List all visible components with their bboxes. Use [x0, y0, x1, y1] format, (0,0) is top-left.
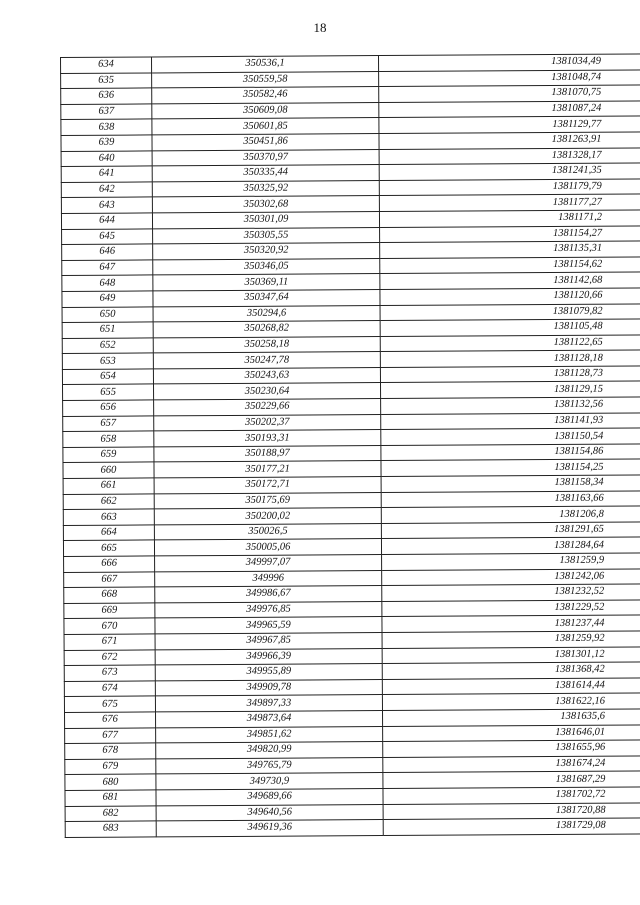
point-number-cell: 670 [64, 618, 155, 634]
x-coordinate-cell: 350346,05 [153, 258, 380, 275]
point-number-cell: 673 [64, 665, 155, 681]
y-coordinate-cell: 1381328,17 [379, 147, 640, 164]
point-number-cell: 668 [64, 587, 155, 603]
x-coordinate-cell: 350258,18 [153, 336, 380, 353]
y-coordinate-cell: 1381158,34 [381, 475, 640, 492]
point-number-cell: 646 [62, 244, 153, 260]
y-coordinate-cell: 1381229,52 [382, 599, 640, 616]
y-coordinate-cell: 1381132,56 [381, 397, 640, 414]
point-number-cell: 640 [61, 151, 152, 167]
x-coordinate-cell: 350370,97 [152, 149, 379, 166]
x-coordinate-cell: 350188,97 [154, 445, 381, 462]
y-coordinate-cell: 1381291,65 [381, 521, 640, 538]
x-coordinate-cell: 350247,78 [153, 352, 380, 369]
x-coordinate-cell: 349873,64 [156, 710, 383, 727]
y-coordinate-cell: 1381674,24 [383, 755, 640, 772]
y-coordinate-cell: 1381179,79 [379, 178, 640, 195]
coordinates-table-body [61, 54, 640, 838]
y-coordinate-cell: 1381154,27 [380, 225, 640, 242]
x-coordinate-cell: 349640,56 [156, 804, 383, 821]
point-number-cell: 638 [61, 119, 152, 135]
x-coordinate-cell: 349966,39 [155, 648, 382, 665]
x-coordinate-cell: 349967,85 [155, 633, 382, 650]
x-coordinate-cell: 350294,6 [153, 305, 380, 322]
x-coordinate-cell: 349955,89 [155, 664, 382, 681]
page-number: 18 [313, 20, 327, 35]
point-number-cell: 659 [63, 447, 154, 463]
point-number-cell: 671 [64, 634, 155, 650]
y-coordinate-cell: 1381284,64 [381, 537, 640, 554]
point-number-cell: 682 [65, 805, 156, 821]
y-coordinate-cell: 1381232,52 [382, 584, 640, 601]
y-coordinate-cell: 1381150,54 [381, 428, 640, 445]
y-coordinate-cell: 1381129,15 [380, 381, 640, 398]
point-number-cell: 635 [61, 73, 152, 89]
y-coordinate-cell: 1381259,9 [382, 553, 640, 570]
x-coordinate-cell: 349976,85 [155, 601, 382, 618]
y-coordinate-cell: 1381128,73 [380, 366, 640, 383]
x-coordinate-cell: 350268,82 [153, 321, 380, 338]
point-number-cell: 643 [61, 197, 152, 213]
y-coordinate-cell: 1381163,66 [381, 490, 640, 507]
point-number-cell: 666 [64, 556, 155, 572]
point-number-cell: 681 [65, 790, 156, 806]
point-number-cell: 663 [63, 509, 154, 525]
point-number-cell: 654 [62, 369, 153, 385]
point-number-cell: 669 [64, 603, 155, 619]
x-coordinate-cell: 350200,02 [154, 508, 381, 525]
y-coordinate-cell: 1381622,16 [382, 693, 640, 710]
point-number-cell: 647 [62, 260, 153, 276]
point-number-cell: 679 [65, 759, 156, 775]
x-coordinate-cell: 349730,9 [156, 773, 383, 790]
x-coordinate-cell: 350243,63 [153, 367, 380, 384]
x-coordinate-cell: 350172,71 [154, 477, 381, 494]
y-coordinate-cell: 1381242,06 [382, 568, 640, 585]
point-number-cell: 649 [62, 291, 153, 307]
point-number-cell: 650 [62, 306, 153, 322]
x-coordinate-cell: 349909,78 [155, 679, 382, 696]
y-coordinate-cell: 1381687,29 [383, 771, 640, 788]
point-number-cell: 661 [63, 478, 154, 494]
y-coordinate-cell: 1381120,66 [380, 288, 640, 305]
x-coordinate-cell: 350369,11 [153, 274, 380, 291]
point-number-cell: 636 [61, 88, 152, 104]
x-coordinate-cell: 350177,21 [154, 461, 381, 478]
y-coordinate-cell: 1381154,62 [380, 256, 640, 273]
x-coordinate-cell: 350026,5 [154, 523, 381, 540]
x-coordinate-cell: 350193,31 [154, 430, 381, 447]
point-number-cell: 634 [61, 57, 152, 73]
x-coordinate-cell: 349619,36 [156, 820, 383, 837]
y-coordinate-cell: 1381034,49 [378, 54, 640, 71]
point-number-cell: 642 [61, 182, 152, 198]
point-number-cell: 676 [65, 712, 156, 728]
y-coordinate-cell: 1381154,86 [381, 444, 640, 461]
y-coordinate-cell: 1381128,18 [380, 350, 640, 367]
point-number-cell: 639 [61, 135, 152, 151]
x-coordinate-cell: 350335,44 [152, 165, 379, 182]
y-coordinate-cell: 1381655,96 [383, 740, 640, 757]
point-number-cell: 683 [65, 821, 156, 837]
y-coordinate-cell: 1381141,93 [381, 412, 640, 429]
x-coordinate-cell: 350609,08 [152, 102, 379, 119]
y-coordinate-cell: 1381301,12 [382, 646, 640, 663]
x-coordinate-cell: 350005,06 [154, 539, 381, 556]
point-number-cell: 645 [62, 228, 153, 244]
point-number-cell: 644 [61, 213, 152, 229]
point-number-cell: 652 [62, 338, 153, 354]
x-coordinate-cell: 349851,62 [156, 726, 383, 743]
y-coordinate-cell: 1381122,65 [380, 334, 640, 351]
y-coordinate-cell: 1381729,08 [383, 818, 640, 835]
table-row [65, 818, 640, 837]
y-coordinate-cell: 1381135,31 [380, 241, 640, 258]
x-coordinate-cell: 350325,92 [152, 180, 379, 197]
y-coordinate-cell: 1381237,44 [382, 615, 640, 632]
y-coordinate-cell: 1381368,42 [382, 662, 640, 679]
point-number-cell: 678 [65, 743, 156, 759]
y-coordinate-cell: 1381263,91 [379, 132, 640, 149]
point-number-cell: 657 [63, 416, 154, 432]
x-coordinate-cell: 350230,64 [154, 383, 381, 400]
point-number-cell: 665 [63, 540, 154, 556]
x-coordinate-cell: 350305,55 [153, 227, 380, 244]
y-coordinate-cell: 1381070,75 [379, 85, 640, 102]
y-coordinate-cell: 1381720,88 [383, 802, 640, 819]
y-coordinate-cell: 1381241,35 [379, 163, 640, 180]
point-number-cell: 662 [63, 494, 154, 510]
x-coordinate-cell: 349997,07 [155, 555, 382, 572]
point-number-cell: 641 [61, 166, 152, 182]
x-coordinate-cell: 350302,68 [152, 196, 379, 213]
point-number-cell: 637 [61, 104, 152, 120]
point-number-cell: 675 [64, 696, 155, 712]
y-coordinate-cell: 1381154,25 [381, 459, 640, 476]
point-number-cell: 658 [63, 431, 154, 447]
point-number-cell: 660 [63, 462, 154, 478]
y-coordinate-cell: 1381079,82 [380, 303, 640, 320]
x-coordinate-cell: 349965,59 [155, 617, 382, 634]
y-coordinate-cell: 1381259,92 [382, 631, 640, 648]
x-coordinate-cell: 350347,64 [153, 289, 380, 306]
point-number-cell: 677 [65, 727, 156, 743]
coordinates-table [60, 53, 640, 838]
y-coordinate-cell: 1381142,68 [380, 272, 640, 289]
x-coordinate-cell: 350601,85 [152, 118, 379, 135]
point-number-cell: 653 [62, 353, 153, 369]
y-coordinate-cell: 1381171,2 [379, 210, 640, 227]
y-coordinate-cell: 1381206,8 [381, 506, 640, 523]
y-coordinate-cell: 1381177,27 [379, 194, 640, 211]
point-number-cell: 648 [62, 275, 153, 291]
x-coordinate-cell: 349897,33 [155, 695, 382, 712]
x-coordinate-cell: 350175,69 [154, 492, 381, 509]
point-number-cell: 680 [65, 774, 156, 790]
point-number-cell: 672 [64, 649, 155, 665]
x-coordinate-cell: 349820,99 [156, 742, 383, 759]
x-coordinate-cell: 350202,37 [154, 414, 381, 431]
x-coordinate-cell: 350229,66 [154, 399, 381, 416]
x-coordinate-cell: 349986,67 [155, 586, 382, 603]
x-coordinate-cell: 349996 [155, 570, 382, 587]
x-coordinate-cell: 350582,46 [152, 87, 379, 104]
x-coordinate-cell: 350320,92 [153, 243, 380, 260]
x-coordinate-cell: 350559,58 [152, 71, 379, 88]
x-coordinate-cell: 350451,86 [152, 134, 379, 151]
x-coordinate-cell: 349765,79 [156, 757, 383, 774]
x-coordinate-cell: 350301,09 [152, 211, 379, 228]
point-number-cell: 651 [62, 322, 153, 338]
y-coordinate-cell: 1381635,6 [382, 709, 640, 726]
point-number-cell: 667 [64, 572, 155, 588]
y-coordinate-cell: 1381702,72 [383, 787, 640, 804]
y-coordinate-cell: 1381048,74 [379, 69, 640, 86]
y-coordinate-cell: 1381646,01 [383, 724, 640, 741]
y-coordinate-cell: 1381087,24 [379, 100, 640, 117]
point-number-cell: 664 [63, 525, 154, 541]
point-number-cell: 674 [64, 681, 155, 697]
x-coordinate-cell: 349689,66 [156, 788, 383, 805]
point-number-cell: 655 [63, 384, 154, 400]
y-coordinate-cell: 1381614,44 [382, 677, 640, 694]
point-number-cell: 656 [63, 400, 154, 416]
x-coordinate-cell: 350536,1 [152, 56, 379, 73]
y-coordinate-cell: 1381129,77 [379, 116, 640, 133]
y-coordinate-cell: 1381105,48 [380, 319, 640, 336]
